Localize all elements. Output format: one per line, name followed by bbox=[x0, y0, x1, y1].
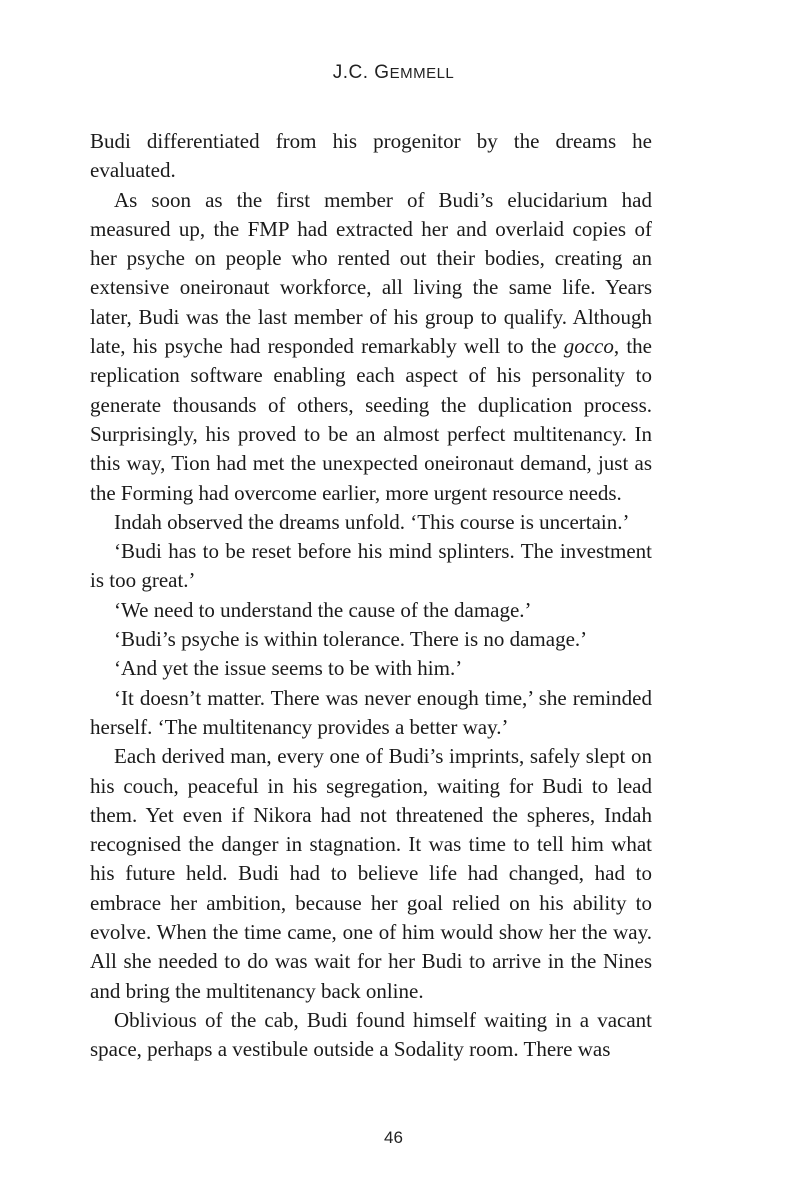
paragraph-5: ‘We need to understand the cause of the damage.’ bbox=[114, 597, 532, 622]
page-number: 46 bbox=[384, 1128, 403, 1147]
running-head bbox=[0, 62, 787, 84]
paragraph-2 bbox=[90, 186, 652, 508]
paragraph-2-part-b: , the replication software enabling each aspect of his personality to generate thousands of others, seeding the duplication process. Surprisingly, his proved to be an almost perfect multitenancy. In this way, Tion had met the unexpected oneironaut demand, just as the Forming had overcome earlier, more urgent resource needs. bbox=[90, 334, 652, 505]
paragraph-9: Each derived man, every one of Budi’s imprints, safely slept on his couch, peaceful in his segregation, waiting for Budi to lead them. Yet even if Nikora had not threatened the spheres, Indah recognised the danger in stagnation. It was time to tell him what his future held. Budi had to believe life had changed, had to embrace her ambition, because her goal relied on his ability to evolve. When the time came, one of him would show her the way. All she needed to do was wait for her Budi to arrive in the Nines and bring the multitenancy back online. bbox=[90, 744, 652, 1003]
paragraph-1: Budi differentiated from his progenitor by the dreams he evaluated. bbox=[90, 129, 652, 183]
body-text bbox=[90, 127, 652, 1065]
running-head-author: J.C. G bbox=[332, 62, 390, 83]
paragraph-2-part-a: As soon as the first member of Budi’s elucidarium had measured up, the FMP had extracted her and overlaid copies of her psyche on people who rented out their bodies, creating an extensive oneironaut workforce, all living the same life. Years later, Budi was the last member of his group to qualify. Although late, his psyche had responded remarkably well to the bbox=[90, 187, 652, 359]
running-head-author-smallcaps: EMMELL bbox=[389, 65, 455, 82]
paragraph-3: Indah observed the dreams unfold. ‘This course is uncertain.’ bbox=[114, 509, 630, 534]
paragraph-6: ‘Budi’s psyche is within tolerance. There is no damage.’ bbox=[114, 627, 588, 652]
paragraph-8: ‘It doesn’t matter. There was never enough time,’ she reminded herself. ‘The multitenancy provides a better way.’ bbox=[90, 685, 652, 739]
paragraph-4: ‘Budi has to be reset before his mind splinters. The investment is too great.’ bbox=[90, 539, 652, 593]
italic-term-gocco: gocco bbox=[563, 334, 614, 359]
paragraph-7: ‘And yet the issue seems to be with him.’ bbox=[114, 656, 463, 681]
paragraph-10: Oblivious of the cab, Budi found himself waiting in a vacant space, perhaps a vestibule outside a Sodality room. There was bbox=[90, 1007, 652, 1062]
